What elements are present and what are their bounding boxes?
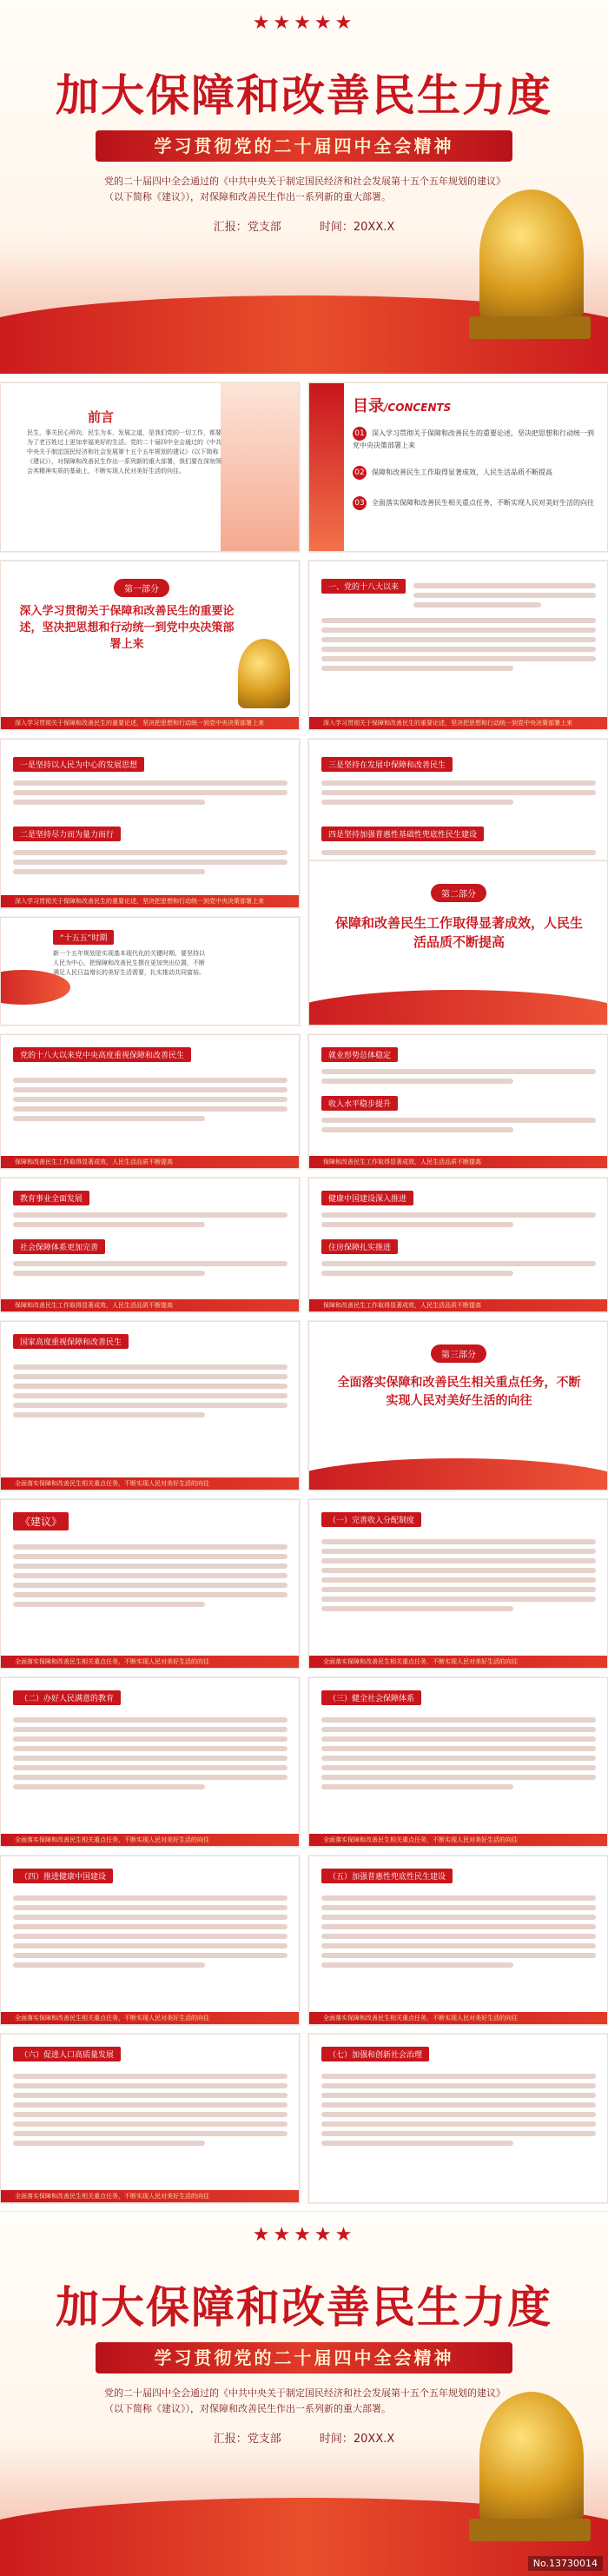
section-tag: 《建议》 (13, 1512, 69, 1530)
section-tag: 住房保障扎实推进 (321, 1239, 398, 1254)
five-year-tag: “十五五”时期 (53, 930, 114, 945)
watermark-label: No.13730014 (528, 2556, 603, 2571)
part2-text-slide-2 (308, 1034, 608, 1169)
part3-slide-6 (308, 1856, 608, 2025)
lion-pedestal (469, 2519, 591, 2541)
stars-decoration: ★★★★★ (252, 2224, 356, 2246)
slide-footer: 深入学习贯彻关于保障和改善民生的重要论述，坚决把思想和行动统一到党中央决策部署上来 (309, 717, 607, 729)
five-year-slide (0, 917, 300, 1026)
part3-title: 全面落实保障和改善民生相关重点任务，不断实现人民对美好生活的向往 (337, 1376, 581, 1408)
section-tag: 三是坚持在发展中保障和改善民生 (321, 757, 453, 772)
five-year-text: 新一个五年规划是实现基本现代化的关键时期，要坚持以人民为中心，把保障和改善民生摆在更加突出位置，不断满足人民日益增长的美好生活需要，扎实推动共同富裕。 (53, 950, 205, 976)
section-tag: 一是坚持以人民为中心的发展思想 (13, 757, 144, 772)
lion-pedestal (469, 316, 591, 339)
cover-title: 加大保障和改善民生力度 (56, 2281, 552, 2333)
part3-slide-5 (0, 1856, 300, 2025)
cover-title: 加大保障和改善民生力度 (56, 70, 552, 121)
contents-title (353, 394, 451, 416)
time-label: 时间：20XX.X (319, 2433, 395, 2446)
slide-footer: 全面落实保障和改善民生相关重点任务，不断实现人民对美好生活的向往 (1, 2190, 299, 2202)
contents-item-text: 深入学习贯彻关于保障和改善民生的重要论述，坚决把思想和行动统一到党中央决策部署上来 (353, 429, 594, 449)
slide-footer: 全面落实保障和改善民生相关重点任务，不断实现人民对美好生活的向往 (1, 2012, 299, 2024)
slide-footer: 全面落实保障和改善民生相关重点任务，不断实现人民对美好生活的向往 (1, 1834, 299, 1846)
section-tag: 收入水平稳步提升 (321, 1096, 398, 1111)
part3-slide-8 (308, 2034, 608, 2203)
contents-subtitle: /CONCENTS (384, 402, 452, 414)
section-tag: 四是坚持加强普惠性基础性兜底性民生建设 (321, 827, 484, 841)
section-tag: 党的十八大以来党中央高度重视保障和改善民生 (13, 1047, 191, 1062)
part2-title: 保障和改善民生工作取得显著成效，人民生活品质不断提高 (335, 915, 584, 950)
slide-footer: 全面落实保障和改善民生相关重点任务，不断实现人民对美好生活的向往 (309, 2012, 607, 2024)
slide-footer: 全面落实保障和改善民生相关重点任务，不断实现人民对美好生活的向往 (309, 1656, 607, 1668)
contents-item-text: 保障和改善民生工作取得显著成效，人民生活品质不断提高 (372, 468, 552, 476)
section-tag: （一）完善收入分配制度 (321, 1512, 421, 1527)
cover-banner: 学习贯彻党的二十届四中全会精神 (96, 2342, 512, 2374)
part2-text-slide-1 (0, 1034, 300, 1169)
contents-slide (308, 382, 608, 552)
part1-title: 深入学习贯彻关于保障和改善民生的重要论述，坚决把思想和行动统一到党中央决策部署上来 (19, 605, 235, 651)
ribbon-decoration (308, 1458, 608, 1490)
golden-lion-icon (479, 189, 584, 320)
section-tag: 一、党的十八大以来 (321, 579, 406, 594)
contents-item-2[interactable] (353, 466, 596, 480)
part3-slide-4 (308, 1677, 608, 1847)
preface-text: 民生，事关民心所向，民生为本，发展之道，是我们党的一切工作，都要为了老百姓过上更加幸福美好的生活。党的二十届四中全会通过的《中共中央关于制定国民经济和社会发展第十五个五年规划的建议》（以下简称《建议》），对保障和改善民生作出一系列新的重大部署，我们要在深刻领会其精神实质的基础上，不断实现人民对美好生活的向往。 (27, 429, 221, 475)
time-label: 时间：20XX.X (319, 221, 395, 234)
stars-decoration: ★★★★★ (252, 12, 356, 34)
part2-text-slide-3 (0, 1178, 300, 1312)
section-tag: （二）办好人民满意的教育 (13, 1690, 121, 1705)
contents-number: 03 (353, 496, 367, 510)
part3-slide-2 (308, 1499, 608, 1669)
slide-footer: 深入学习贯彻关于保障和改善民生的重要论述，坚决把思想和行动统一到党中央决策部署上来 (1, 717, 299, 729)
section-tag: 社会保障体系更加完善 (13, 1239, 105, 1254)
section-slide-a (0, 739, 300, 908)
part1-text-slide (308, 561, 608, 730)
part3-label: 第三部分 (431, 1344, 486, 1363)
contents-item-1[interactable] (353, 427, 596, 451)
part2-title-slide (308, 860, 608, 1026)
contents-item-text: 全面落实保障和改善民生相关重点任务，不断实现人民对美好生活的向往 (372, 499, 594, 507)
slide-footer: 保障和改善民生工作取得显著成效，人民生活品质不断提高 (309, 1299, 607, 1311)
part3-title-slide (308, 1321, 608, 1490)
section-tag: （五）加强普惠性兜底性民生建设 (321, 1869, 453, 1883)
section-tag: （四）推进健康中国建设 (13, 1869, 113, 1883)
section-tag: （七）加强和创新社会治理 (321, 2047, 429, 2061)
contents-number: 01 (353, 427, 367, 441)
speaker-label: 汇报：党支部 (213, 2433, 281, 2446)
part3-intro-slide (0, 1321, 300, 1490)
section-tag: 教育事业全面发展 (13, 1191, 89, 1205)
slide-footer: 保障和改善民生工作取得显著成效，人民生活品质不断提高 (309, 1156, 607, 1168)
section-tag: 健康中国建设深入推进 (321, 1191, 413, 1205)
slide-footer: 全面落实保障和改善民生相关重点任务，不断实现人民对美好生活的向往 (1, 1477, 299, 1490)
slide-footer: 保障和改善民生工作取得显著成效，人民生活品质不断提高 (1, 1156, 299, 1168)
part3-slide-3 (0, 1677, 300, 1847)
part3-slide-7 (0, 2034, 300, 2203)
section-tag: （六）促进人口高质量发展 (13, 2047, 121, 2061)
part1-label: 第一部分 (114, 579, 169, 597)
cover-banner: 学习贯彻党的二十届四中全会精神 (96, 130, 512, 162)
slide-footer: 深入学习贯彻关于保障和改善民生的重要论述，坚决把思想和行动统一到党中央决策部署上来 (1, 895, 299, 907)
cover-slide-bottom (0, 2212, 608, 2576)
section-tag: 国家高度重视保障和改善民生 (13, 1334, 129, 1349)
cover-description: 党的二十届四中全会通过的《中共中央关于制定国民经济和社会发展第十五个五年规划的建议》（以下简称《建议》），对保障和改善民生作出一系列新的重大部署。 (104, 2387, 501, 2414)
section-tag: 就业形势总体稳定 (321, 1047, 398, 1062)
preface-slide (0, 382, 300, 552)
slide-footer: 保障和改善民生工作取得显著成效，人民生活品质不断提高 (1, 1299, 299, 1311)
part2-text-slide-4 (308, 1178, 608, 1312)
speaker-label: 汇报：党支部 (213, 221, 281, 234)
part3-slide-1 (0, 1499, 300, 1669)
cover-slide-top (0, 0, 608, 374)
cover-description: 党的二十届四中全会通过的《中共中央关于制定国民经济和社会发展第十五个五年规划的建议》（以下简称《建议》），对保障和改善民生作出一系列新的重大部署。 (104, 176, 501, 202)
section-tag: （三）健全社会保障体系 (321, 1690, 421, 1705)
part1-title-slide (0, 561, 300, 730)
contents-number: 02 (353, 466, 367, 480)
contents-item-3[interactable] (353, 496, 596, 510)
ribbon-decoration (308, 990, 608, 1026)
contents-title-main: 目录 (353, 397, 384, 415)
preface-title: 前言 (88, 409, 115, 425)
golden-lion-icon (479, 2392, 584, 2522)
golden-lion-icon (238, 639, 290, 708)
slide-footer: 全面落实保障和改善民生相关重点任务，不断实现人民对美好生活的向往 (1, 1656, 299, 1668)
slide-footer: 全面落实保障和改善民生相关重点任务，不断实现人民对美好生活的向往 (309, 1834, 607, 1846)
section-tag: 二是坚持尽力而为量力而行 (13, 827, 121, 841)
part2-label: 第二部分 (431, 884, 486, 902)
